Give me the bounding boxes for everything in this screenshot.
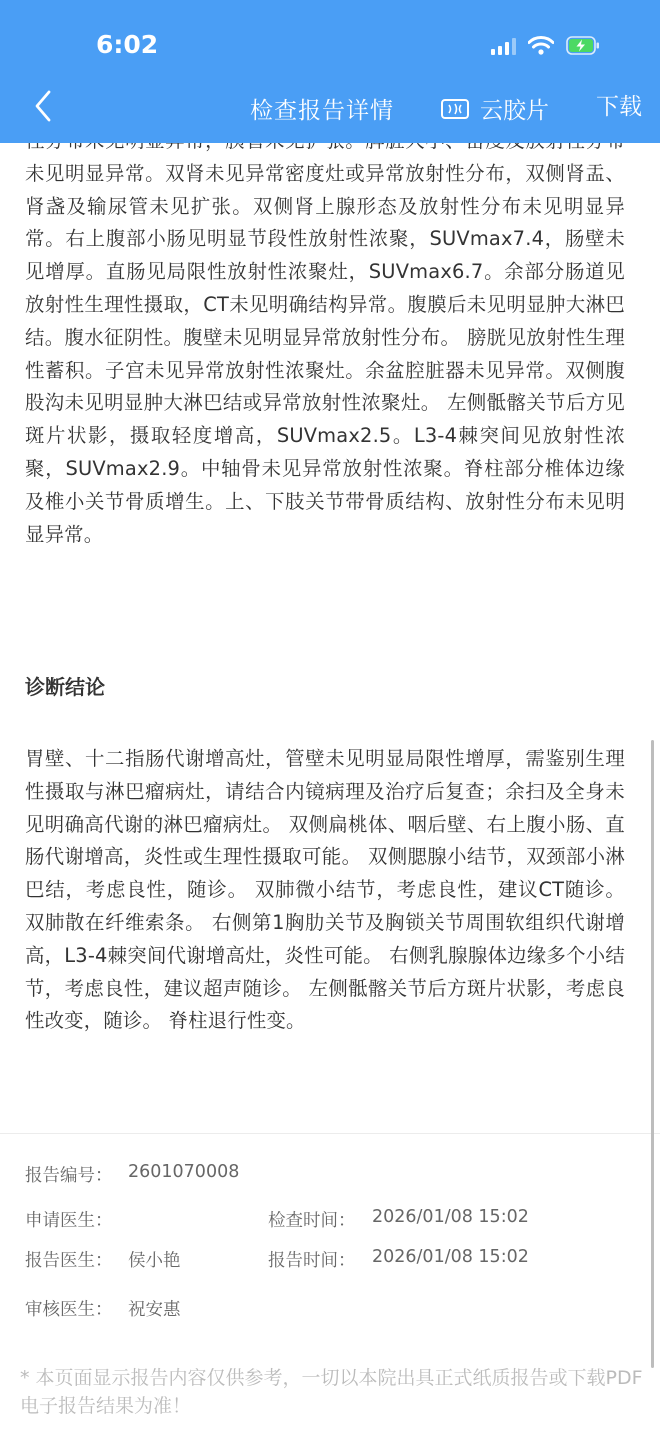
cloud-film-button[interactable] (440, 92, 549, 125)
signal-icon (491, 37, 516, 55)
reviewer-label: 审核医生： (25, 1300, 113, 1320)
scrollbar[interactable] (651, 740, 654, 1368)
requesting-doctor-label: 申请医生： (25, 1211, 113, 1231)
page-title: 检查报告详情 (250, 98, 394, 124)
back-button[interactable] (28, 88, 58, 124)
cloud-film-label: 云胶片 (480, 98, 549, 124)
report-doctor-label: 报告医生： (25, 1251, 113, 1271)
battery-charging-icon (566, 36, 600, 55)
exam-time-value: 2026/01/08 15:02 (372, 1207, 529, 1227)
film-icon (440, 97, 470, 121)
report-time-value: 2026/01/08 15:02 (372, 1247, 529, 1267)
download-button[interactable]: 下载 (596, 94, 642, 120)
status-icons (491, 36, 600, 55)
status-time: 6:02 (96, 30, 159, 59)
chevron-left-icon (34, 90, 52, 122)
app-header (0, 0, 660, 143)
conclusion-title: 诊断结论 (25, 675, 105, 699)
report-no-label: 报告编号： (25, 1166, 113, 1186)
findings-text: 未见明显异常。双肾未见异常密度灶或异常放射性分布，双侧肾盂、肾盏及输尿管未见扩张。双侧肾上腺形态及放射性分布未见明显异常。右上腹部小肠见明显节段性放射性浓聚，SUVmax7.4，肠壁未见增厚。直肠见局限性放射性浓聚灶，SUVmax6.7。余部分肠道见放射性生理性摄取，CT未见明确结构异常。腹膜后未见明显肿大淋巴结。腹水征阴性。腹壁未见明显异常放射性分布。 膀胱见放射性生理性蓄积。子宫未见异常放射性浓聚灶。余盆腔脏器未见异常。双侧腹股沟未见明显肿大淋巴结或异常放射性浓聚灶。 左侧骶髂关节后方见斑片状影，摄取轻度增高，SUVmax2.5。L3-4棘突间见放射性浓聚，SUVmax2.9。中轴骨未见异常放射性浓聚。脊柱部分椎体边缘及椎小关节骨质增生。上、下肢关节带骨质结构、放射性分布未见明显异常。 (25, 161, 625, 546)
report-doctor-value: 侯小艳 (128, 1251, 181, 1271)
exam-time-label: 检查时间： (268, 1211, 356, 1231)
conclusion-text: 胃壁、十二指肠代谢增高灶，管壁未见明显局限性增厚，需鉴别生理性摄取与淋巴瘤病灶，请结合内镜病理及治疗后复查；余扫及全身未见明确高代谢的淋巴瘤病灶。 双侧扁桃体、咽后壁、右上腹小肠、直肠代谢增高，炎性或生理性摄取可能。 双侧腮腺小结节，双颈部小淋巴结，考虑良性，随诊。 双肺微小结节，考虑良性，建议CT随诊。 双肺散在纤维索条。 右侧第1胸肋关节及胸锁关节周围软组织代谢增高，L3-4棘突间代谢增高灶，炎性可能。 右侧乳腺腺体边缘多个小结节，考虑良性，建议超声随诊。 左侧骶髂关节后方斑片状影，考虑良性改变，随诊。 脊柱退行性变。 (25, 747, 625, 1033)
report-time-label: 报告时间： (268, 1251, 356, 1271)
disclaimer-text: * 本页面显示报告内容仅供参考，一切以本院出具正式纸质报告或下载PDF电子报告结果为准！ (20, 1367, 643, 1417)
wifi-icon (528, 36, 554, 55)
divider (0, 1133, 660, 1134)
report-no-value: 2601070008 (128, 1162, 240, 1182)
reviewer-value: 祝安惠 (128, 1300, 181, 1320)
